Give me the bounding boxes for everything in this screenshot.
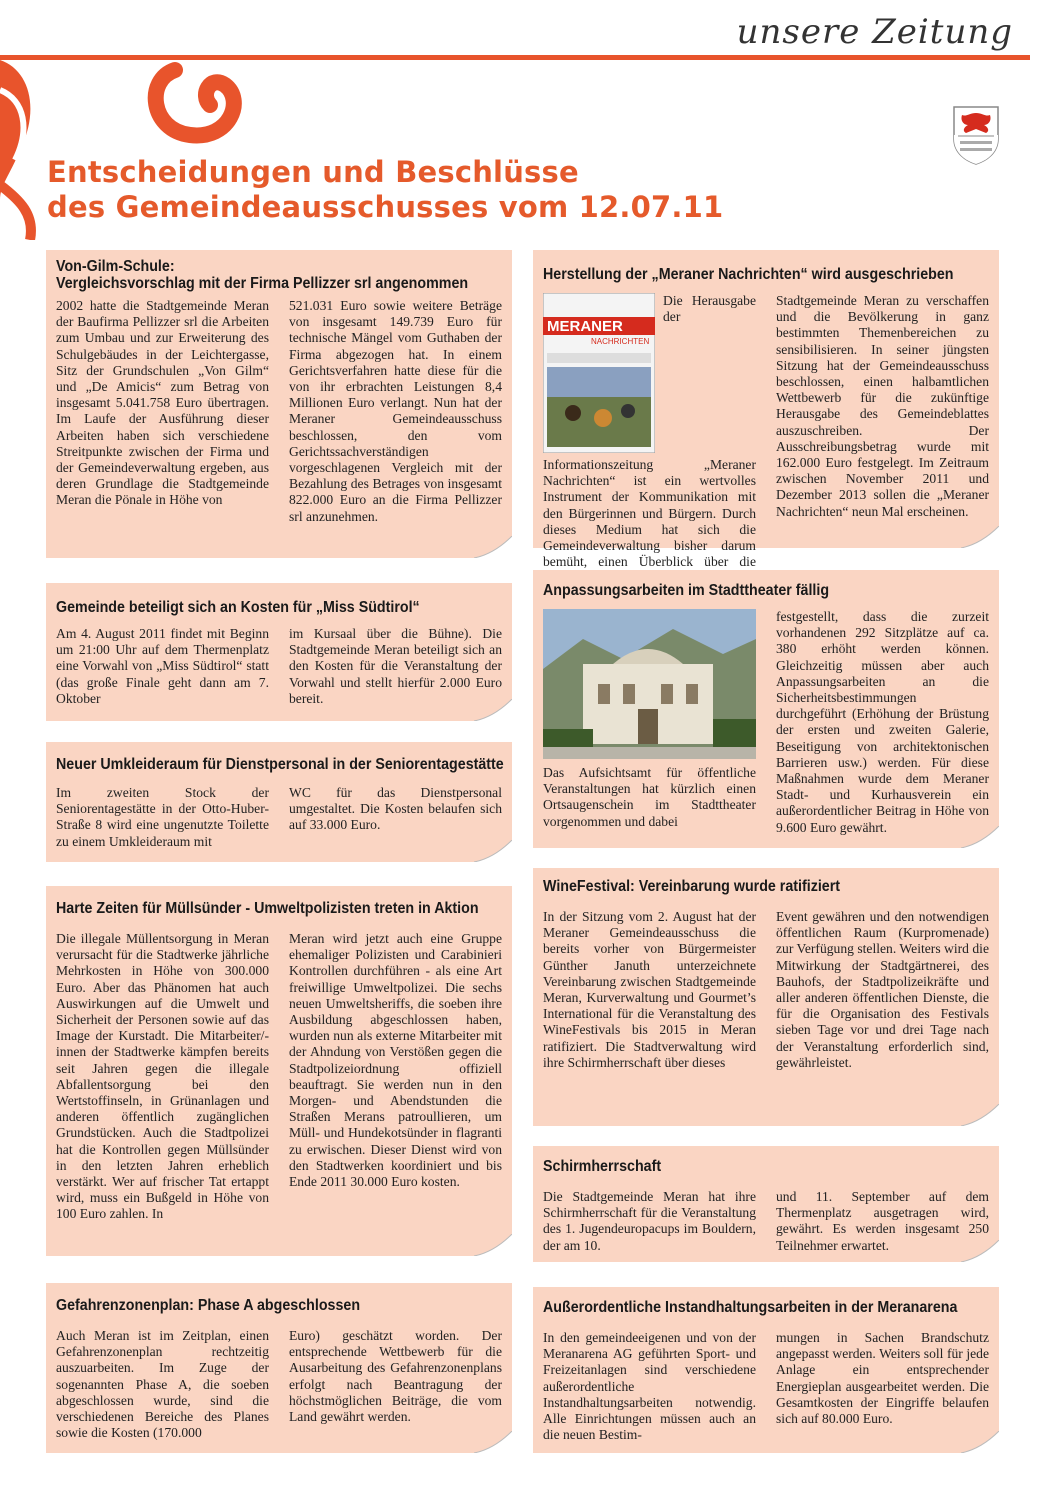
article-miss-suedtirol [46,583,512,721]
article-text-col-2: mungen in Sachen Brandschutz angepasst werden. Weiters soll für jede Anlage ein entsprechender Energieplan ausgearbeitet werden. Die Gesamtkosten der Eingriffe belaufen sich auf 80.000 Euro. [776,1330,989,1427]
page-curl-icon [474,699,512,721]
article-text-col-1: Das Aufsichtsamt für öffentliche Veranstaltungen hat kürzlich einen Ortsaugenschein im Stadttheater vorgenommen und dabei [543,765,756,829]
brand-logo: unsere Zeitung [736,12,1013,52]
page-headline [47,155,723,225]
article-text-col-2: 521.031 Euro sowie weitere Beträge von insgesamt 149.739 Euro für technische Mängel vom Guthaben der Firma abgezogen hat. In einem Gerichtsverfahren hatte diese für die von ihr erbrachten Leistungen 8,4 Millionen Euro verlangt. Nun hat der Meraner Gemeindeausschuss beschlossen, den vom Gerichtssachverständigen vorgeschlagenen Vergleich mit der Bezahlung des Betrages von insgesamt 822.000 Euro an die Firma Pellizzer srl anzunehmen. [289,298,502,524]
article-title-line-2: Vergleichsvorschlag mit der Firma Pellizzer srl angenommen [56,275,469,292]
cover-title: MERANER [547,318,623,335]
article-title: Schirmherrschaft [543,1158,662,1175]
page-curl-icon [474,1234,512,1256]
article-title: Gefahrenzonenplan: Phase A abgeschlossen [56,1297,361,1314]
article-text-col-2: WC für das Dienstpersonal umgestaltet. Die Kosten belaufen sich auf 33.000 Euro. [289,785,502,833]
headline-line-1: Entscheidungen und Beschlüsse [47,155,579,189]
coat-of-arms-icon [952,105,1000,165]
page-curl-icon [961,526,999,548]
page-curl-icon [961,1240,999,1262]
article-text-col-2: Meran wird jetzt auch eine Gruppe ehemaliger Polizisten und Carabinieri Kontrollen durchführen - als eine Art freiwillige Umweltpolizei. Die sechs neuen Umweltsheriffs, die soeben ihre Ausbildung abgeschlossen haben, wurden nun als externe Mitarbeiter mit der Ahndung von Verstößen gegen die Stadtpolizeiordnung offiziell beauftragt. Sie werden nun in den Morgen- und Abendstunden die Straßen Merans patroullieren, um Müll- und Hundekotsünder in flagranti zu erwischen. Dieser Dienst wird von den Stadtwerken koordiniert und bis Ende 2011 30.000 Euro kosten. [289,931,502,1190]
article-text-col-1 [543,293,756,587]
cover-subtitle: NACHRICHTEN [591,337,650,346]
page-curl-icon [961,826,999,848]
article-text-col-2: im Kursaal über die Bühne). Die Stadtgemeinde Meran beteiligt sich an den Kosten für die Veranstaltung der Vorwahl und stellt hierfür 2.000 Euro bereit. [289,626,502,706]
page-curl-icon [961,1104,999,1126]
article-text-col-2: Stadtgemeinde Meran zu verschaffen und die Bevölkerung in ganz bestimmten Themenbereichen zu sensibilisieren. In seiner jüngsten Sitzung hat der Gemeindeausschuss beschlossen, einen halbamtlichen Wettbewerb für die zukünftige Herausgabe des Gemeindeblattes auszuschreiben. Der Ausschreibungsbetrag wurde mit 162.000 Euro festgelegt. Im Zeitraum zwischen November 2011 und Dezember 2013 sollen die „Meraner Nachrichten“ neun Mal erscheinen. [776,293,989,519]
article-text-col-1: Am 4. August 2011 findet mit Beginn um 21:00 Uhr auf dem Thermenplatz eine Vorwahl von „Miss Südtirol“ statt (das große Finale geht dann am 7. Oktober [56,626,269,706]
article-title [56,258,469,292]
article-stadttheater [533,570,999,848]
article-text-col-1: In der Sitzung vom 2. August hat der Meraner Gemeindeausschuss die bereits vorher von Bürgermeister Günther Januth unterzeichnete Vereinbarung zwischen Stadtgemeinde Meran, Kurverwaltung und Gourmet’s International für die Veranstaltung des WineFestivals bis 2015 in Meran ratifiziert. Die Stadtverwaltung wird ihre Schirmherrschaft über dieses [543,909,756,1070]
article-von-gilm-schule [46,250,512,558]
article-text-col-1: 2002 hatte die Stadtgemeinde Meran der Baufirma Pellizzer srl die Arbeiten zum Umbau und zur Erweiterung des Schulgebäudes in der Leichtergasse, Sitz der Grundschulen „Von Gilm“ und „De Amicis“ zum Betrag von insgesamt 5.041.758 Euro übertragen. Im Laufe der Ausführung dieser Arbeiten haben sich verschiedene Streitpunkte zwischen der Firma und der Gemeindeverwaltung ergeben, aus deren Grundlage die Stadtgemeinde Meran die Pönale in Höhe von [56,298,269,508]
article-title: Neuer Umkleideraum für Dienstpersonal in der Seniorentagestätte [56,756,504,773]
article-text: Die Herausgabe der Informationszeitung „Meraner Nachrichten“ ist ein wertvolles Instrument der Kommunikation mit den Bürgerinnen und Bürgern. Durch dieses Medium hat sich die Gemeindeverwaltung bisher darum bemüht, einen Überblick über die [543,293,756,570]
article-schirmherrschaft [533,1146,999,1262]
article-muellsuender [46,886,512,1256]
article-title: Gemeinde beteiligt sich an Kosten für „Miss Südtirol“ [56,599,420,616]
article-gefahrenzonenplan [46,1283,512,1453]
article-text-col-2: Event gewähren und den notwendigen öffentlichen Raum (Kurpromenade) zur Verfügung stellen. Weiters wird die Mitwirkung der Stadtgärtnerei, des Bauhofs, der Stadtpolizeikräfte und aller anderen öffentlichen Dienste, die für die Organisation des Festivals sieben Tage vor und drei Tage nach der Veranstaltung erforderlich sind, gewährleistet. [776,909,989,1070]
article-title: Außerordentliche Instandhaltungsarbeiten in der Meranarena [543,1299,958,1316]
article-text-col-1: Die Stadtgemeinde Meran hat ihre Schirmherrschaft für die Veranstaltung des 1. Jugendeuropacups im Bouldern, der am 10. [543,1189,756,1253]
stadttheater-photo [543,609,756,759]
article-text-col-1: Auch Meran ist im Zeitplan, einen Gefahrenzonenplan rechtzeitig auszuarbeiten. Im Zuge der sogenannten Phase A, die soeben abgeschlossen wurde, sind die verschiedenen Bereiche des Planes sowie die Kosten (170.000 [56,1328,269,1441]
page-curl-icon [961,1431,999,1453]
article-text-col-2: Euro) geschätzt worden. Der entsprechende Wettbewerb für die Ausarbeitung des Gefahrenzonenplans erfolgt nach Beantragung der höchstmöglichen Beiträge, die vom Land gewährt werden. [289,1328,502,1425]
article-text-col-2: festgestellt, dass die zurzeit vorhandenen 292 Sitzplätze auf ca. 380 erhöht werden können. Gleichzeitig müssen aber auch Anpassungsarbeiten an die Sicherheitsbestimmungen durchgeführt (Erhöhung der Brüstung der ersten und zweiten Galerie, Beseitigung von architektonischen Barrieren usw.) werden. Für diese Maßnahmen wurde dem Meraner Stadt- und Kurhausverein ein außerordentlicher Beitrag in Höhe von 9.600 Euro gewährt. [776,609,989,835]
article-text-col-2: und 11. September auf dem Thermenplatz ausgetragen wird, gewährt. Es werden insgesamt 250 Teilnehmer erwartet. [776,1189,989,1253]
article-winefestival [533,868,999,1126]
article-text-col-1: Die illegale Müllentsorgung in Meran verursacht für die Stadtwerke jährliche Mehrkosten in Höhe von 300.000 Euro. Aber das Phänomen hat auch Auswirkungen auf die Umwelt und Sicherheit der Personen sowie auf das Image der Kurstadt. Die Mitarbeiter/-innen der Stadtwerke kämpfen bereits seit Jahren gegen die illegale Abfallentsorgung bei den Wertstoffinseln, in Grünanlagen und anderen öffentlich zugänglichen Grundstücken. Auch die Stadtpolizei hat die Kontrollen gegen Müllsünder in den letzten Jahren erheblich verstärkt. Wer auf frischer Tat ertappt wird, muss ein Bußgeld in Höhe von 100 Euro zahlen. In [56,931,269,1222]
article-umkleideraum [46,742,512,862]
article-meranarena [533,1287,999,1453]
article-title: Harte Zeiten für Müllsünder - Umweltpolizisten treten in Aktion [56,900,479,917]
header-rule [0,55,1030,60]
article-title: WineFestival: Vereinbarung wurde ratifiziert [543,878,841,895]
headline-line-2: des Gemeindeausschusses vom 12.07.11 [47,190,724,224]
article-title-line-1: Von-Gilm-Schule: [56,258,175,275]
article-meraner-nachrichten [533,250,999,570]
page-curl-icon [474,840,512,862]
page-curl-icon [474,1431,512,1453]
article-title: Herstellung der „Meraner Nachrichten“ wird ausgeschrieben [543,266,954,283]
article-text-col-1: Im zweiten Stock der Seniorentagestätte in der Otto-Huber-Straße 8 wird eine ungenutzte Toilette zu einem Umkleideraum mit [56,785,269,849]
page-curl-icon [474,536,512,558]
newspaper-cover-image [543,293,655,453]
article-title: Anpassungsarbeiten im Stadttheater fällig [543,582,830,599]
article-text-col-1: In den gemeindeeigenen und von der Meranarena AG geführten Sport- und Freizeitanlagen sind verschiedene außerordentliche Instandhaltungsarbeiten notwendig. Alle Einrichtungen müssen auch an die neuen Bestim- [543,1330,756,1443]
